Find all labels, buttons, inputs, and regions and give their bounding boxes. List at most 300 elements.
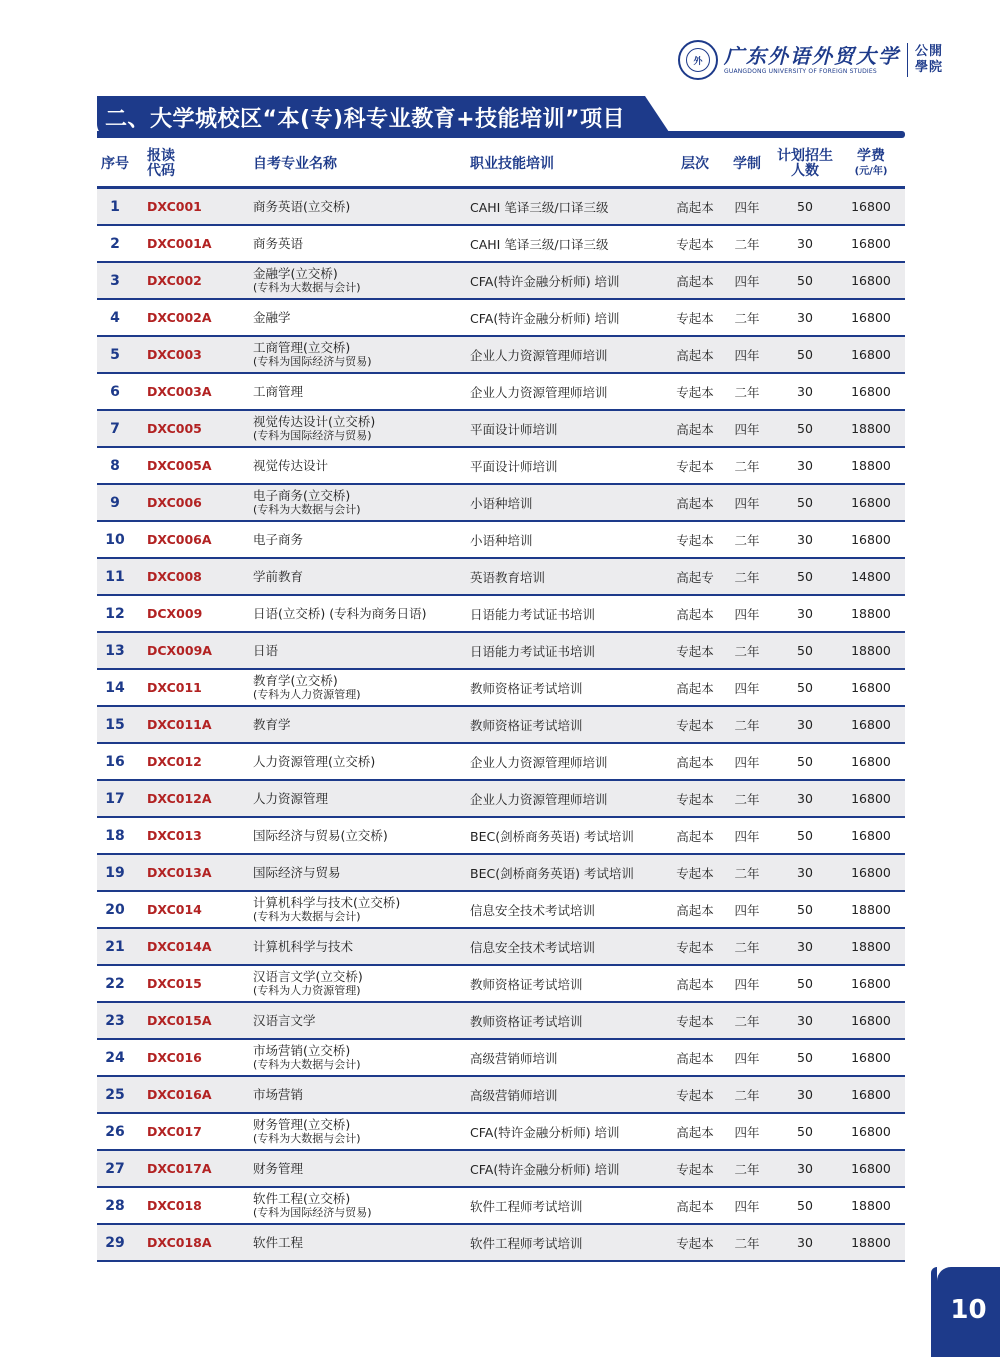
cell-code: DXC012A: [147, 791, 212, 806]
cell-skill: 企业人力资源管理师培训: [470, 384, 608, 400]
cell-years: 二年: [734, 1087, 760, 1103]
cell-num: 29: [105, 1234, 125, 1251]
cell-name-line1: 汉语言文学(立交桥): [253, 969, 363, 984]
cell-quota: 30: [797, 606, 813, 621]
table-row: [97, 892, 905, 929]
cell-name: [253, 781, 328, 816]
seal-center: 外: [686, 48, 710, 72]
cell-name-line1: 国际经济与贸易: [253, 865, 341, 880]
cell-skill: CAHI 笔译三级/口译三级: [470, 236, 609, 252]
cell-name-line1: 财务管理(立交桥): [253, 1117, 351, 1132]
cell-quota: 30: [797, 717, 813, 732]
header-skill: 职业技能培训: [470, 155, 554, 172]
cell-code: DXC002: [147, 273, 202, 288]
cell-code: DXC014: [147, 902, 202, 917]
page-number: 10: [950, 1295, 987, 1325]
cell-fee: 16800: [851, 1124, 891, 1139]
cell-code: DXC012: [147, 754, 202, 769]
cell-name-line1: 软件工程: [253, 1235, 304, 1250]
cell-name-line2: (专科为大数据与会计): [253, 910, 361, 923]
cell-name-line2: (专科为大数据与会计): [253, 1132, 361, 1145]
cell-years: 二年: [734, 532, 760, 548]
cell-years: 四年: [734, 1198, 760, 1214]
cell-level: 高起本: [676, 495, 714, 511]
header-name: 自考专业名称: [253, 155, 337, 172]
cell-fee: 16800: [851, 236, 891, 251]
cell-name-line1: 金融学: [253, 310, 291, 325]
cell-years: 四年: [734, 680, 760, 696]
cell-level: 专起本: [676, 1161, 714, 1177]
cell-num: 7: [110, 420, 120, 437]
cell-years: 二年: [734, 384, 760, 400]
header-code-line1: 报读: [147, 148, 175, 164]
table-row: [97, 1003, 905, 1040]
header-fee-line2: (元/年): [854, 166, 888, 177]
cell-name: [253, 1077, 303, 1112]
cell-name-line2: (专科为国际经济与贸易): [253, 429, 372, 442]
cell-years: 二年: [734, 865, 760, 881]
cell-skill: 软件工程师考试培训: [470, 1235, 583, 1251]
cell-name-line1: 人力资源管理(立交桥): [253, 754, 376, 769]
cell-level: 专起本: [676, 458, 714, 474]
row-rule: [97, 1260, 905, 1262]
cell-num: 2: [110, 235, 120, 252]
cell-num: 14: [105, 679, 125, 696]
cell-skill: 教师资格证考试培训: [470, 717, 583, 733]
cell-skill: 软件工程师考试培训: [470, 1198, 583, 1214]
cell-quota: 50: [797, 754, 813, 769]
table-row: [97, 411, 905, 448]
cell-num: 13: [105, 642, 125, 659]
table-row: [97, 596, 905, 633]
cell-name-line1: 电子商务(立交桥): [253, 488, 351, 503]
cell-skill: 企业人力资源管理师培训: [470, 754, 608, 770]
cell-num: 5: [110, 346, 120, 363]
cell-fee: 18800: [851, 1235, 891, 1250]
cell-num: 8: [110, 457, 120, 474]
cell-level: 专起本: [676, 939, 714, 955]
cell-fee: 18800: [851, 458, 891, 473]
cell-name: [253, 744, 375, 779]
cell-num: 12: [105, 605, 125, 622]
cell-name-line1: 汉语言文学: [253, 1013, 316, 1028]
cell-num: 17: [105, 790, 125, 807]
cell-code: DXC011: [147, 680, 202, 695]
cell-code: DXC017A: [147, 1161, 212, 1176]
cell-name-line1: 计算机科学与技术(立交桥): [253, 895, 401, 910]
cell-level: 专起本: [676, 1087, 714, 1103]
cell-name-line2: (专科为大数据与会计): [253, 281, 361, 294]
table-row: [97, 744, 905, 781]
cell-num: 24: [105, 1049, 125, 1066]
cell-skill: 教师资格证考试培训: [470, 680, 583, 696]
university-name-cn: 广东外语外贸大学: [724, 44, 900, 68]
cell-skill: CFA(特许金融分析师) 培训: [470, 273, 620, 289]
cell-code: DXC016: [147, 1050, 202, 1065]
cell-code: DXC006: [147, 495, 202, 510]
cell-level: 高起本: [676, 1198, 714, 1214]
cell-skill: 平面设计师培训: [470, 458, 558, 474]
cell-code: DXC001: [147, 199, 202, 214]
table-row: [97, 1114, 905, 1151]
cell-years: 二年: [734, 236, 760, 252]
cell-quota: 50: [797, 199, 813, 214]
cell-years: 四年: [734, 495, 760, 511]
cell-name: [253, 818, 388, 853]
header-quota-line1: 计划招生: [777, 148, 833, 164]
cell-code: DXC003A: [147, 384, 212, 399]
cell-quota: 30: [797, 532, 813, 547]
cell-name: [253, 411, 375, 446]
cell-name: [253, 966, 363, 1001]
cell-fee: 16800: [851, 273, 891, 288]
cell-name-line1: 软件工程(立交桥): [253, 1191, 351, 1206]
cell-years: 二年: [734, 791, 760, 807]
cell-quota: 50: [797, 828, 813, 843]
cell-name: [253, 337, 372, 372]
cell-name: [253, 522, 303, 557]
cell-fee: 16800: [851, 865, 891, 880]
cell-quota: 30: [797, 1235, 813, 1250]
cell-quota: 50: [797, 347, 813, 362]
cell-quota: 50: [797, 902, 813, 917]
cell-name: [253, 1188, 372, 1223]
cell-name: [253, 1151, 303, 1186]
cell-years: 四年: [734, 273, 760, 289]
page-number-tab: [937, 1267, 1000, 1357]
cell-name: [253, 596, 426, 631]
cell-fee: 16800: [851, 680, 891, 695]
table-row: [97, 374, 905, 411]
cell-skill: BEC(剑桥商务英语) 考试培训: [470, 828, 634, 844]
cell-skill: 平面设计师培训: [470, 421, 558, 437]
cell-code: DXC015A: [147, 1013, 212, 1028]
cell-name: [253, 633, 278, 668]
cell-fee: 16800: [851, 310, 891, 325]
cell-fee: 16800: [851, 976, 891, 991]
cell-code: DXC015: [147, 976, 202, 991]
cell-fee: 18800: [851, 902, 891, 917]
cell-fee: 18800: [851, 1198, 891, 1213]
cell-name-line1: 商务英语(立交桥): [253, 199, 351, 214]
cell-name: [253, 1114, 361, 1149]
cell-code: DXC011A: [147, 717, 212, 732]
header-years: 学制: [733, 155, 761, 172]
cell-name-line1: 市场营销: [253, 1087, 304, 1102]
cell-name-line2: (专科为大数据与会计): [253, 503, 361, 516]
cell-skill: CFA(特许金融分析师) 培训: [470, 1124, 620, 1140]
cell-skill: 高级营销师培训: [470, 1050, 558, 1066]
cell-name-line1: 视觉传达设计(立交桥): [253, 414, 376, 429]
cell-quota: 50: [797, 1198, 813, 1213]
cell-num: 27: [105, 1160, 125, 1177]
cell-fee: 16800: [851, 495, 891, 510]
cell-name-line1: 财务管理: [253, 1161, 304, 1176]
cell-fee: 16800: [851, 1161, 891, 1176]
cell-code: DXC005: [147, 421, 202, 436]
cell-years: 四年: [734, 606, 760, 622]
cell-name-line2: (专科为国际经济与贸易): [253, 1206, 372, 1219]
cell-code: DXC017: [147, 1124, 202, 1139]
cell-fee: 18800: [851, 643, 891, 658]
table-row: [97, 1040, 905, 1077]
cell-skill: CFA(特许金融分析师) 培训: [470, 1161, 620, 1177]
cell-code: DXC003: [147, 347, 202, 362]
section-title: 二、大学城校区“本(专)科专业教育+技能培训”项目: [105, 107, 625, 132]
header-code-line2: 代码: [147, 163, 175, 179]
cell-quota: 50: [797, 569, 813, 584]
cell-num: 20: [105, 901, 125, 918]
cell-skill: 信息安全技术考试培训: [470, 902, 596, 918]
cell-quota: 30: [797, 1161, 813, 1176]
cell-skill: 小语种培训: [470, 532, 533, 548]
cell-years: 二年: [734, 1013, 760, 1029]
cell-fee: 16800: [851, 1087, 891, 1102]
cell-quota: 50: [797, 1124, 813, 1139]
cell-years: 二年: [734, 458, 760, 474]
cell-fee: 18800: [851, 606, 891, 621]
cell-name-line1: 电子商务: [253, 532, 304, 547]
cell-level: 专起本: [676, 236, 714, 252]
cell-code: DXC008: [147, 569, 202, 584]
cell-fee: 16800: [851, 717, 891, 732]
cell-quota: 50: [797, 643, 813, 658]
table-row: [97, 189, 905, 226]
table-row: [97, 337, 905, 374]
university-logo: [678, 38, 945, 82]
cell-code: DXC018A: [147, 1235, 212, 1250]
cell-name-line1: 商务英语: [253, 236, 304, 251]
cell-name: [253, 1003, 316, 1038]
header-code: [147, 142, 175, 186]
cell-num: 3: [110, 272, 120, 289]
cell-name-line2: (专科为大数据与会计): [253, 1058, 361, 1071]
table-row: [97, 485, 905, 522]
cell-num: 21: [105, 938, 125, 955]
cell-name-line1: 国际经济与贸易(立交桥): [253, 828, 388, 843]
cell-num: 28: [105, 1197, 125, 1214]
cell-level: 高起本: [676, 606, 714, 622]
university-name-block: [724, 44, 900, 76]
cell-name: [253, 263, 361, 298]
cell-fee: 16800: [851, 828, 891, 843]
cell-quota: 50: [797, 680, 813, 695]
school-name: 公開學院: [915, 44, 944, 75]
cell-code: DXC002A: [147, 310, 212, 325]
cell-level: 专起本: [676, 1235, 714, 1251]
header-level: 层次: [681, 155, 709, 172]
university-seal-icon: [678, 40, 718, 80]
cell-quota: 30: [797, 310, 813, 325]
cell-num: 4: [110, 309, 120, 326]
cell-name: [253, 707, 291, 742]
table-header: [97, 142, 905, 186]
cell-name-line1: 工商管理: [253, 384, 304, 399]
cell-skill: 英语教育培训: [470, 569, 546, 585]
table-row: [97, 855, 905, 892]
university-name-en: GUANGDONG UNIVERSITY OF FOREIGN STUDIES: [724, 68, 877, 75]
cell-years: 四年: [734, 1124, 760, 1140]
table-row: [97, 226, 905, 263]
cell-skill: 教师资格证考试培训: [470, 976, 583, 992]
cell-quota: 50: [797, 421, 813, 436]
cell-name-line1: 学前教育: [253, 569, 304, 584]
cell-level: 专起本: [676, 310, 714, 326]
cell-quota: 30: [797, 1013, 813, 1028]
table-row: [97, 670, 905, 707]
cell-years: 二年: [734, 569, 760, 585]
cell-num: 18: [105, 827, 125, 844]
cell-years: 四年: [734, 976, 760, 992]
table-row: [97, 448, 905, 485]
cell-fee: 16800: [851, 199, 891, 214]
cell-quota: 50: [797, 495, 813, 510]
cell-code: DCX009A: [147, 643, 212, 658]
cell-level: 专起本: [676, 717, 714, 733]
table-row: [97, 818, 905, 855]
cell-name-line2: (专科为人力资源管理): [253, 688, 361, 701]
cell-name-line1: 人力资源管理: [253, 791, 329, 806]
cell-code: DXC018: [147, 1198, 202, 1213]
cell-skill: 企业人力资源管理师培训: [470, 791, 608, 807]
table-row: [97, 263, 905, 300]
cell-years: 四年: [734, 347, 760, 363]
cell-years: 四年: [734, 421, 760, 437]
cell-fee: 18800: [851, 421, 891, 436]
cell-years: 四年: [734, 1050, 760, 1066]
cell-years: 四年: [734, 902, 760, 918]
table-row: [97, 1077, 905, 1114]
cell-quota: 30: [797, 865, 813, 880]
cell-name: [253, 448, 328, 483]
cell-name: [253, 374, 303, 409]
cell-code: DXC014A: [147, 939, 212, 954]
cell-name-line1: 教育学: [253, 717, 291, 732]
cell-quota: 50: [797, 976, 813, 991]
cell-name-line1: 金融学(立交桥): [253, 266, 338, 281]
cell-quota: 30: [797, 1087, 813, 1102]
table-row: [97, 1188, 905, 1225]
cell-fee: 14800: [851, 569, 891, 584]
cell-level: 专起本: [676, 532, 714, 548]
cell-fee: 16800: [851, 754, 891, 769]
table-row: [97, 559, 905, 596]
cell-quota: 30: [797, 384, 813, 399]
cell-num: 25: [105, 1086, 125, 1103]
table-row: [97, 929, 905, 966]
cell-level: 高起本: [676, 754, 714, 770]
cell-name: [253, 1225, 303, 1260]
cell-quota: 30: [797, 458, 813, 473]
table-row: [97, 781, 905, 818]
cell-name: [253, 1040, 361, 1075]
header-num: 序号: [101, 155, 129, 172]
cell-name-line2: (专科为国际经济与贸易): [253, 355, 372, 368]
cell-level: 高起本: [676, 902, 714, 918]
cell-num: 22: [105, 975, 125, 992]
cell-quota: 50: [797, 1050, 813, 1065]
cell-level: 专起本: [676, 1013, 714, 1029]
cell-name: [253, 670, 361, 705]
cell-name: [253, 485, 361, 520]
cell-num: 10: [105, 531, 125, 548]
cell-name: [253, 189, 350, 224]
cell-fee: 16800: [851, 347, 891, 362]
cell-num: 23: [105, 1012, 125, 1029]
cell-skill: CAHI 笔译三级/口译三级: [470, 199, 609, 215]
cell-level: 专起本: [676, 384, 714, 400]
cell-skill: 信息安全技术考试培训: [470, 939, 596, 955]
cell-fee: 16800: [851, 384, 891, 399]
cell-level: 高起本: [676, 1124, 714, 1140]
header-quota: [773, 142, 837, 186]
cell-code: DXC006A: [147, 532, 212, 547]
cell-name: [253, 855, 341, 890]
cell-years: 四年: [734, 828, 760, 844]
cell-level: 高起本: [676, 976, 714, 992]
cell-years: 二年: [734, 310, 760, 326]
cell-fee: 16800: [851, 1013, 891, 1028]
cell-quota: 30: [797, 791, 813, 806]
cell-level: 高起本: [676, 421, 714, 437]
cell-name-line1: 教育学(立交桥): [253, 673, 338, 688]
cell-name-line1: 日语(立交桥) (专科为商务日语): [253, 606, 427, 621]
cell-skill: 小语种培训: [470, 495, 533, 511]
table-row: [97, 1225, 905, 1262]
cell-name: [253, 300, 291, 335]
cell-level: 高起本: [676, 347, 714, 363]
header-fee: [841, 142, 901, 186]
cell-quota: 50: [797, 273, 813, 288]
cell-fee: 16800: [851, 1050, 891, 1065]
cell-name-line2: (专科为人力资源管理): [253, 984, 361, 997]
cell-num: 26: [105, 1123, 125, 1140]
cell-skill: 高级营销师培训: [470, 1087, 558, 1103]
cell-level: 专起本: [676, 643, 714, 659]
cell-level: 高起本: [676, 273, 714, 289]
header-fee-line1: 学费: [857, 148, 885, 164]
table-row: [97, 966, 905, 1003]
cell-years: 二年: [734, 1235, 760, 1251]
cell-code: DCX009: [147, 606, 203, 621]
cell-num: 15: [105, 716, 125, 733]
logo-divider: [907, 43, 908, 77]
cell-years: 二年: [734, 939, 760, 955]
cell-skill: 企业人力资源管理师培训: [470, 347, 608, 363]
cell-years: 二年: [734, 643, 760, 659]
cell-name: [253, 559, 303, 594]
table-row: [97, 1151, 905, 1188]
header-quota-line2: 人数: [791, 163, 819, 179]
cell-num: 1: [110, 198, 120, 215]
cell-level: 高起本: [676, 1050, 714, 1066]
cell-name-line1: 市场营销(立交桥): [253, 1043, 351, 1058]
cell-level: 专起本: [676, 865, 714, 881]
cell-num: 16: [105, 753, 125, 770]
program-table: [97, 142, 905, 1251]
cell-years: 二年: [734, 1161, 760, 1177]
cell-name: [253, 892, 400, 927]
table-row: [97, 707, 905, 744]
cell-code: DXC016A: [147, 1087, 212, 1102]
cell-name: [253, 929, 353, 964]
cell-skill: 日语能力考试证书培训: [470, 606, 596, 622]
table-row: [97, 633, 905, 670]
cell-code: DXC005A: [147, 458, 212, 473]
section-banner: [97, 96, 645, 138]
cell-code: DXC013A: [147, 865, 212, 880]
cell-name-line1: 日语: [253, 643, 279, 658]
